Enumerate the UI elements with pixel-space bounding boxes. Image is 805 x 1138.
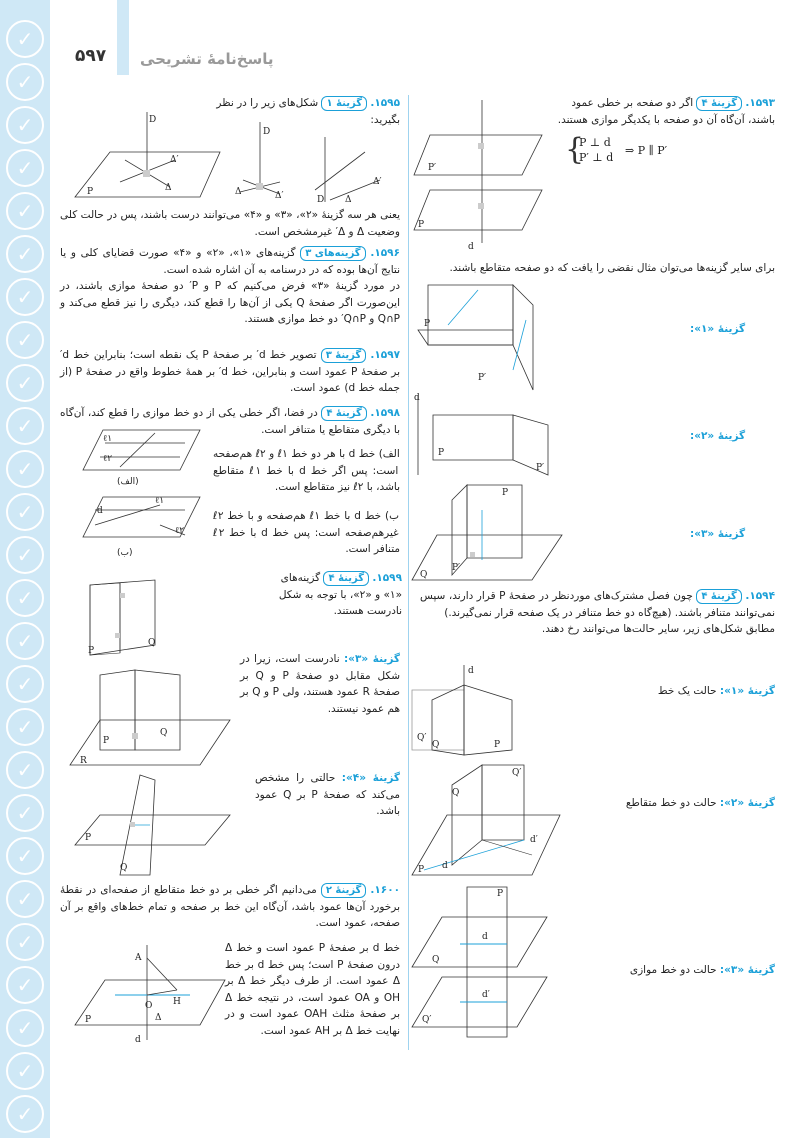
svg-text:R: R bbox=[80, 756, 87, 766]
question-number: ۱۵۹۳. bbox=[745, 97, 775, 109]
svg-text:Q: Q bbox=[120, 863, 128, 873]
page-header bbox=[75, 40, 800, 76]
question-text: گزینه‌های «۱»، «۲» و «۴» صورت قضایای کلی و یا نتایج آن‌ها بوده که در درسنامه به آن اشاره شده است. bbox=[60, 247, 400, 276]
header-accent-strip bbox=[117, 0, 129, 75]
figure-1595-configurations bbox=[75, 112, 405, 207]
q1599-option-4 bbox=[255, 770, 400, 820]
answer-badge: گزینهٔ ۴ bbox=[321, 406, 367, 421]
svg-text:d: d bbox=[442, 861, 448, 871]
check-icon: ✓ bbox=[6, 149, 44, 187]
question-1596 bbox=[60, 245, 400, 328]
figure-1599-b bbox=[70, 665, 235, 770]
svg-text:Q: Q bbox=[432, 955, 440, 965]
formula-line-2: P′ ⊥ d bbox=[579, 151, 614, 164]
figure-case-3 bbox=[412, 882, 562, 1042]
q1595-text-2: یعنی هر سه گزینهٔ «۲»، «۳» و «۴» می‌توانند درست باشند، پس در حالت کلی وضعیت Δ و Δ′ غیرمشخص است. bbox=[60, 209, 400, 238]
check-icon: ✓ bbox=[6, 321, 44, 359]
answer-badge: گزینهٔ ۲ bbox=[321, 883, 367, 898]
figure-1600 bbox=[75, 940, 225, 1045]
svg-text:Q: Q bbox=[160, 728, 168, 738]
check-icon: ✓ bbox=[6, 450, 44, 488]
check-icon: ✓ bbox=[6, 1052, 44, 1090]
svg-text:d: d bbox=[482, 932, 488, 942]
check-icon: ✓ bbox=[6, 364, 44, 402]
answer-badge: گزینهٔ ۴ bbox=[696, 96, 742, 111]
case-2-text: حالت دو خط متقاطع bbox=[625, 797, 717, 809]
answer-badge: گزینهٔ ۳ bbox=[321, 348, 367, 363]
svg-text:ℓ۲: ℓ۲ bbox=[103, 454, 113, 464]
svg-text:Q: Q bbox=[452, 788, 460, 798]
svg-text:ℓ۱: ℓ۱ bbox=[103, 434, 113, 444]
column-divider bbox=[408, 95, 409, 1050]
check-icon: ✓ bbox=[6, 923, 44, 961]
svg-text:H: H bbox=[173, 997, 181, 1007]
check-icon: ✓ bbox=[6, 278, 44, 316]
svg-text:Δ: Δ bbox=[235, 187, 242, 197]
question-number: ۱۵۹۸. bbox=[370, 407, 401, 419]
question-text: می‌دانیم اگر خطی بر دو خط متقاطع از صفحه‌ای در نقطهٔ برخورد آن‌ها عمود باشد، آن‌گاه این خط بر صفحه و تمام خط‌های واقع بر آن صفحه، عمود است. bbox=[60, 884, 400, 929]
figure-option-3 bbox=[412, 480, 562, 590]
question-1600 bbox=[60, 882, 400, 932]
check-icon: ✓ bbox=[6, 966, 44, 1004]
svg-text:ℓ۲: ℓ۲ bbox=[175, 526, 185, 536]
check-icon: ✓ bbox=[6, 235, 44, 273]
svg-text:Δ: Δ bbox=[165, 183, 172, 193]
svg-text:Δ: Δ bbox=[345, 195, 352, 205]
svg-text:d: d bbox=[414, 393, 420, 403]
q1599-option-3 bbox=[240, 651, 400, 717]
case-3-label: گزینهٔ «۳»: bbox=[719, 964, 775, 976]
page-number: ۵۹۷ bbox=[75, 46, 107, 66]
check-icon: ✓ bbox=[6, 20, 44, 58]
svg-text:P′: P′ bbox=[428, 163, 437, 173]
svg-text:P: P bbox=[85, 833, 92, 843]
q1599-option-3-label: گزینهٔ «۳»: bbox=[343, 653, 400, 665]
check-icon: ✓ bbox=[6, 106, 44, 144]
check-icon: ✓ bbox=[6, 1009, 44, 1047]
svg-text:P: P bbox=[497, 889, 504, 899]
svg-text:Q: Q bbox=[432, 740, 440, 750]
check-icon: ✓ bbox=[6, 837, 44, 875]
svg-text:P: P bbox=[424, 319, 431, 329]
q1598-alef: الف) خط d با هر دو خط ℓ۱ و ℓ۲ هم‌صفحه است: پس اگر خط d با خط ℓ۱ متقاطع باشد، با ℓ۲ نیز متقاطع است. bbox=[213, 448, 400, 493]
question-text: تصویر خط d′ بر صفحهٔ P یک نقطه است؛ بنابراین خط d′ بر صفحهٔ P عمود است و بنابراین، خط d′ بر همهٔ خطوط واقع در صفحهٔ P (از جمله خط d) عمود است. bbox=[60, 349, 401, 394]
svg-text:P′: P′ bbox=[478, 373, 487, 383]
q1598-be: ب) خط d با خط ℓ۱ هم‌صفحه و با خط ℓ۲ غیرهم‌صفحه است: پس خط d با خط ℓ۲ متنافر است. bbox=[213, 510, 400, 555]
svg-text:Q: Q bbox=[420, 570, 428, 580]
question-text: شکل‌های زیر را در نظر بگیرید: bbox=[216, 97, 400, 126]
q1593-note: برای سایر گزینه‌ها می‌توان مثال نقضی را یافت که دو صفحه متقاطع باشند. bbox=[449, 262, 775, 274]
case-2 bbox=[600, 795, 775, 812]
question-number: ۱۵۹۷. bbox=[370, 349, 401, 361]
formula-line-1: P ⊥ d bbox=[579, 136, 611, 149]
svg-text:d′: d′ bbox=[482, 990, 490, 1000]
svg-text:P: P bbox=[418, 220, 425, 230]
svg-text:P′: P′ bbox=[536, 463, 545, 473]
svg-text:P: P bbox=[103, 736, 110, 746]
case-1-text: حالت یک خط bbox=[657, 685, 717, 697]
figure-option-1 bbox=[418, 280, 538, 395]
case-3-text: حالت دو خط موازی bbox=[629, 964, 717, 976]
figure-case-1 bbox=[412, 665, 562, 760]
check-icon: ✓ bbox=[6, 493, 44, 531]
svg-text:P: P bbox=[494, 740, 501, 750]
svg-text:Δ′: Δ′ bbox=[373, 177, 382, 187]
figure-case-2 bbox=[412, 760, 562, 878]
question-number: ۱۵۹۵. bbox=[370, 97, 400, 109]
svg-text:P: P bbox=[88, 646, 95, 656]
figure-1599-c bbox=[75, 770, 235, 880]
svg-text:d′: d′ bbox=[530, 835, 538, 845]
question-1594 bbox=[420, 588, 775, 638]
check-icon: ✓ bbox=[6, 751, 44, 789]
case-3 bbox=[620, 962, 775, 979]
check-icon: ✓ bbox=[6, 192, 44, 230]
question-number: ۱۶۰۰. bbox=[370, 884, 401, 896]
q1599-option-3-text: نادرست است، زیرا در شکل مقابل دو صفحهٔ P و Q بر صفحهٔ R عمود هستند، ولی P و Q بر هم عمود نیستند. bbox=[240, 653, 400, 715]
option-3-label: گزینهٔ «۳»: bbox=[690, 528, 746, 540]
svg-text:P: P bbox=[418, 865, 425, 875]
question-text: چون فصل مشترک‌های موردنظر در صفحهٔ P قرار دارند، سپس نمی‌توانند متنافر باشند. (هیچ‌گاه دو خط متنافر در یک صفحه قرار نمی‌گیرند.) bbox=[420, 590, 775, 619]
case-2-label: گزینهٔ «۲»: bbox=[719, 797, 775, 809]
check-icon: ✓ bbox=[6, 665, 44, 703]
svg-text:P: P bbox=[438, 448, 445, 458]
svg-text:P: P bbox=[502, 488, 509, 498]
question-1599 bbox=[262, 570, 402, 620]
svg-text:A: A bbox=[135, 953, 142, 963]
svg-text:d: d bbox=[135, 1035, 141, 1045]
check-icon: ✓ bbox=[6, 1095, 44, 1133]
case-1 bbox=[590, 683, 775, 700]
svg-text:ℓ۱: ℓ۱ bbox=[155, 496, 165, 506]
question-text: در فضا، اگر خطی یکی از دو خط موازی را قطع کند، آن‌گاه با دیگری متقاطع یا متنافر است. bbox=[60, 407, 400, 436]
svg-text:Δ′: Δ′ bbox=[170, 155, 179, 165]
formula-conclusion: ⇒ P ∥ P′ bbox=[625, 144, 668, 157]
svg-text:d: d bbox=[468, 666, 474, 676]
question-1593 bbox=[555, 95, 775, 128]
q1599-option-4-label: گزینهٔ «۴»: bbox=[341, 772, 400, 784]
q1600-text-2: خط d بر صفحهٔ P عمود است و خط Δ درون صفحهٔ P است؛ پس خط d بر خط Δ عمود است. از طرف دیگر خط Δ بر OH و OA عمود است، در نتیجه خط Δ بر صفحهٔ مثلث OAH عمود است و در نهایت خط Δ بر AH عمود است. bbox=[225, 942, 401, 1037]
svg-text:d: d bbox=[97, 506, 103, 516]
question-text: اگر دو صفحه بر خطی عمود باشند، آن‌گاه آن دو صفحه با یکدیگر موازی هستند. bbox=[557, 97, 775, 126]
question-1597 bbox=[60, 347, 400, 397]
caption-b: (ب) bbox=[117, 548, 133, 558]
question-text: گزینه‌های «۱» و «۲»، با توجه به شکل نادرست هستند. bbox=[278, 572, 402, 617]
check-icon: ✓ bbox=[6, 579, 44, 617]
q1599-option-4-text: حالتی را مشخص می‌کند که صفحهٔ P بر Q عمود باشد. bbox=[255, 772, 400, 817]
figure-1599-a bbox=[80, 575, 170, 660]
side-tab-bar bbox=[0, 0, 50, 1138]
question-number: ۱۵۹۴. bbox=[745, 590, 775, 602]
check-icon: ✓ bbox=[6, 880, 44, 918]
svg-text:Δ: Δ bbox=[155, 1013, 162, 1023]
svg-text:D: D bbox=[263, 127, 271, 137]
svg-text:Q′: Q′ bbox=[417, 733, 427, 743]
brace-icon: { bbox=[565, 132, 585, 167]
case-1-label: گزینهٔ «۱»: bbox=[719, 685, 775, 697]
svg-text:P′: P′ bbox=[452, 563, 461, 573]
option-2-label: گزینهٔ «۲»: bbox=[690, 430, 746, 442]
svg-text:O: O bbox=[145, 1001, 153, 1011]
figure-1598 bbox=[75, 425, 205, 565]
caption-a: (الف) bbox=[117, 477, 139, 487]
svg-text:D: D bbox=[317, 195, 325, 205]
question-text-2: در مورد گزینهٔ «۳» فرض می‌کنیم که P و P′ دو صفحهٔ موازی باشند، در این‌صورت اگر صفحهٔ Q یکی از آن‌ها را قطع کند، دیگری را نیز قطع می‌کند و Q∩P و Q∩P′ دو خط موازی هستند. bbox=[60, 280, 400, 325]
svg-text:P: P bbox=[85, 1015, 92, 1025]
svg-text:d: d bbox=[468, 242, 474, 252]
answer-badge: گزینهٔ ۴ bbox=[323, 571, 369, 586]
question-number: ۱۵۹۶. bbox=[370, 247, 400, 259]
question-text-2: مطابق شکل‌های زیر، سایر حالت‌ها می‌توانند رخ دهند. bbox=[541, 623, 775, 635]
check-icon: ✓ bbox=[6, 708, 44, 746]
check-icon: ✓ bbox=[6, 63, 44, 101]
question-number: ۱۵۹۹. bbox=[372, 572, 402, 584]
check-icon: ✓ bbox=[6, 536, 44, 574]
option-1-label: گزینهٔ «۱»: bbox=[690, 323, 746, 335]
svg-text:Q: Q bbox=[148, 638, 156, 648]
answer-badge: گزینهٔ ۴ bbox=[696, 589, 742, 604]
svg-text:D: D bbox=[149, 115, 157, 125]
figure-option-2 bbox=[414, 393, 558, 480]
check-icon: ✓ bbox=[6, 407, 44, 445]
svg-text:Q′: Q′ bbox=[422, 1015, 432, 1025]
answer-badge: گزینه‌های ۳ bbox=[300, 246, 365, 261]
svg-text:Δ′: Δ′ bbox=[275, 191, 284, 201]
figure-parallel-planes bbox=[412, 95, 552, 255]
page-title: پاسخ‌نامهٔ تشریحی bbox=[140, 50, 274, 68]
svg-text:P: P bbox=[87, 187, 94, 197]
answer-badge: گزینهٔ ۱ bbox=[321, 96, 367, 111]
check-icon: ✓ bbox=[6, 794, 44, 832]
check-icon: ✓ bbox=[6, 622, 44, 660]
svg-text:Q′: Q′ bbox=[512, 768, 522, 778]
